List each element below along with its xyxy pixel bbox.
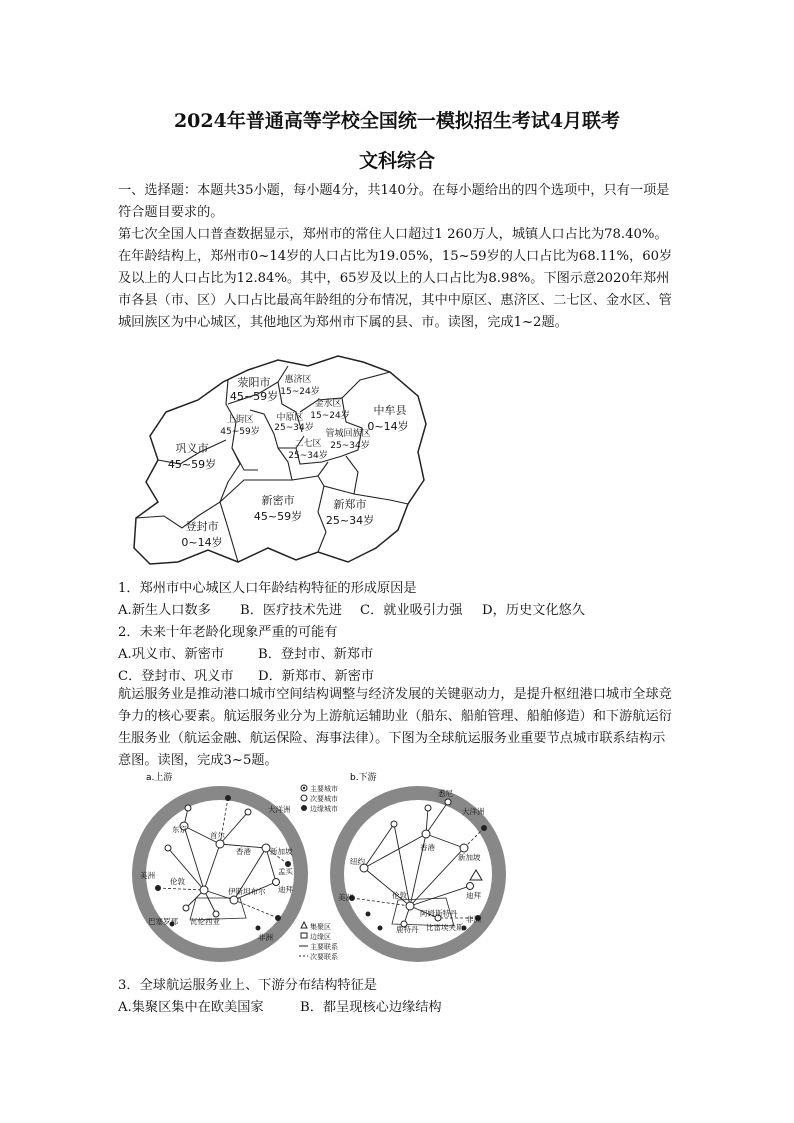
q2-option-c[interactable]: C．登封市、巩义市 <box>118 669 234 684</box>
q3-option-a[interactable]: A.集聚区集中在欧美国家 <box>118 1000 264 1015</box>
q1-option-c[interactable]: C．就业吸引力强 <box>360 603 463 618</box>
map1-age-6: 25~34岁 <box>330 441 370 451</box>
map1-label-8: 巩义市 <box>175 442 209 455</box>
q1-option-b[interactable]: B．医疗技术先进 <box>240 603 343 618</box>
legend-link-1: 次要联系 <box>310 953 338 961</box>
passage-1: 第七次全国人口普查数据显示，郑州市的常住人口超过1 260万人，城镇人口占比为78.40%。在年龄结构上，郑州市0~14岁的人口占比为19.05%，15~59岁的人口占比为68.11%，60岁及以上的人口占比为12.84%。其中，65岁及以上的人口占比为8.98%。下图示意2020年郑州市各县（市、区）人口占比最高年龄组的分布情况，其中中原区、惠济区、二七区、金水区、管城回族区为中心城区，其他地区为郑州市下属的县、市。读图，完成1~2题。 <box>118 227 673 330</box>
up-label-7: 伦敦 <box>170 877 185 886</box>
down-label-10: 美洲 <box>338 893 353 902</box>
map1-label-4: 上街区 <box>226 415 254 425</box>
legend-area-1: 边缘区 <box>310 933 331 941</box>
passage-2: 航运服务业是推动港口城市空间结构调整与经济发展的关键驱动力，是提升枢纽港口城市全球竞争力的核心要素。航运服务业分为上游航运辅助业（船东、船舶管理、船舶修造）和下游航运衍生服务业（航运金融、航运保险、海事法律）。下图为全球航运服务业重要节点城市联系结构示意图。读图，完成3~5题。 <box>118 687 672 768</box>
down-label-4: 纽约 <box>350 857 365 866</box>
map1-label-1: 惠济区 <box>284 375 312 385</box>
map1-age-1: 15~24岁 <box>280 387 320 397</box>
q2-options-ab <box>118 643 373 662</box>
q1-options <box>118 599 585 618</box>
exam-subtitle: 文科综合 <box>358 150 435 172</box>
down-label-8: 鹿特丹 <box>396 925 419 934</box>
legend-city-0: 主要城市 <box>310 785 338 793</box>
map1-label-2: 金水区 <box>314 399 342 409</box>
down-label-7: 阿姆斯特丹 <box>420 909 458 918</box>
map1-label-11: 登封市 <box>185 520 219 533</box>
map1-label-7: 二七区 <box>294 439 322 449</box>
downstream-title: b.下游 <box>350 773 377 783</box>
up-label-1: 东京 <box>172 825 187 834</box>
map1-age-8: 45~59岁 <box>167 458 217 471</box>
down-label-11: 非洲 <box>466 915 481 924</box>
down-label-9: 比雷埃夫斯 <box>426 923 464 932</box>
q2-options-cd <box>118 665 374 684</box>
q2-option-a[interactable]: A.巩义市、新密市 <box>118 647 225 662</box>
q2-option-b[interactable]: B．登封市、新郑市 <box>258 647 374 662</box>
up-label-12: 非洲 <box>258 933 273 942</box>
section-intro: 一、选择题：本题共35小题，每小题4分，共140分。在每小题给出的四个选项中，只有一项是符合题目要求的。 <box>118 183 670 220</box>
map1-age-0: 45~59岁 <box>229 390 279 403</box>
map1-label-9: 新密市 <box>261 494 295 507</box>
q1-option-a[interactable]: A.新生人口数多 <box>118 603 211 618</box>
q2-stem: 2．未来十年老龄化现象严重的可能有 <box>118 625 338 640</box>
shipping-network-diagram <box>128 768 508 968</box>
down-label-5: 迪拜 <box>466 891 481 900</box>
legend-area-0: 集聚区 <box>310 923 331 931</box>
up-label-4: 新加坡 <box>270 847 293 856</box>
upstream-title: a.上游 <box>146 773 173 783</box>
map1-age-2: 15~24岁 <box>310 411 350 421</box>
down-label-2: 香港 <box>420 843 435 852</box>
map1-label-10: 新郑市 <box>333 498 367 511</box>
map1-age-11: 0~14岁 <box>181 536 223 549</box>
q3-option-b[interactable]: B．都呈现核心边缘结构 <box>300 1000 442 1015</box>
q2-option-d[interactable]: D．新郑市、新密市 <box>258 669 375 684</box>
down-label-1: 悉尼 <box>438 789 453 798</box>
map1-age-10: 25~34岁 <box>325 514 375 527</box>
up-label-6: 迪拜 <box>278 885 293 894</box>
map1-label-3: 中牟县 <box>373 404 407 417</box>
legend-city-1: 次要城市 <box>310 795 338 803</box>
up-label-5: 孟买 <box>278 867 293 876</box>
map1-age-9: 45~59岁 <box>253 510 303 523</box>
legend-city-2: 边缘城市 <box>310 805 338 813</box>
map1-label-6: 管城回族区 <box>325 429 371 439</box>
up-label-9: 瓦伦西亚 <box>190 917 220 926</box>
q3-options <box>118 996 442 1015</box>
exam-title: 2024年普通高等学校全国统一模拟招生考试4月联考 <box>173 110 621 132</box>
map1-age-4: 45~59岁 <box>220 427 260 437</box>
map1-label-5: 中原区 <box>276 413 304 423</box>
map1-label-0: 荥阳市 <box>237 376 271 389</box>
down-label-0: 大洋洲 <box>462 807 485 816</box>
up-label-2: 首尔 <box>210 831 225 840</box>
legend-link-0: 主要联系 <box>310 943 338 951</box>
q3-stem: 3．全球航运服务业上、下游分布结构特征是 <box>118 978 377 993</box>
up-label-0: 大洋洲 <box>268 805 291 814</box>
zhengzhou-map <box>128 352 428 570</box>
up-label-8: 伊斯坦布尔 <box>228 887 266 896</box>
q1-stem: 1．郑州市中心城区人口年龄结构特征的形成原因是 <box>118 581 417 596</box>
up-label-10: 巴塞罗那 <box>148 917 178 926</box>
down-label-6: 伦敦 <box>392 891 407 900</box>
map1-age-5: 25~34岁 <box>274 423 314 433</box>
map1-age-7: 25~34岁 <box>288 451 328 461</box>
q1-option-d[interactable]: D，历史文化悠久 <box>482 603 585 618</box>
map1-age-3: 0~14岁 <box>367 420 409 433</box>
up-label-3: 香港 <box>236 847 251 856</box>
up-label-11: 美洲 <box>140 871 155 880</box>
down-label-3: 新加坡 <box>458 853 481 862</box>
